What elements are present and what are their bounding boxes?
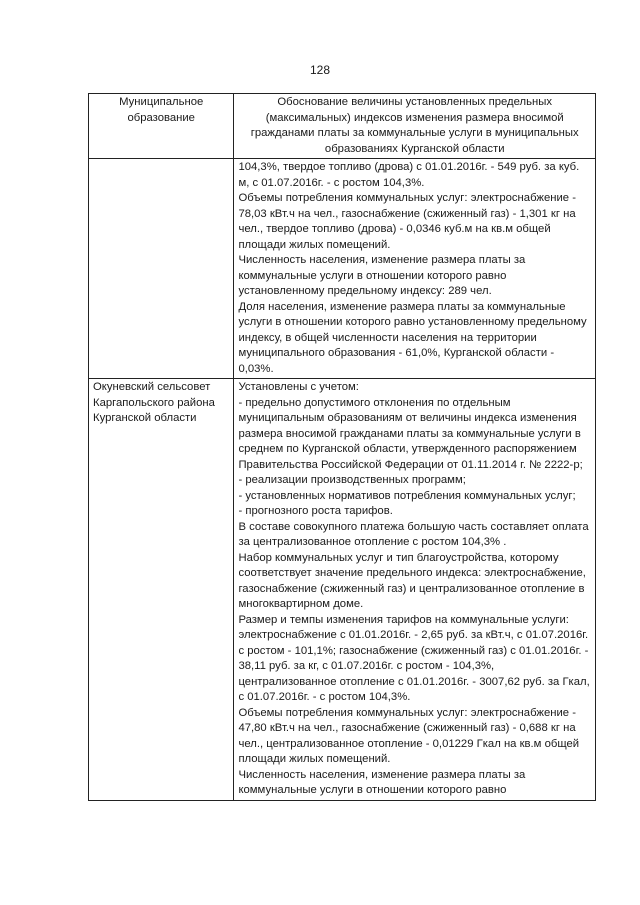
page-number: 128 (309, 63, 331, 77)
paragraph: - установленных нормативов потребления коммунальных услуг; (238, 489, 576, 502)
paragraph: Установлены с учетом: (238, 381, 359, 393)
paragraph: Численность населения, изменение размера платы за коммунальные услуги в отношении которого равно установленному предельному индексу: 289 чел. (238, 254, 526, 297)
municipal-index-table (88, 93, 596, 801)
paragraph: Объемы потребления коммунальных услуг: электроснабжение - 47,80 кВт.ч на чел., газоснабжение (сжиженный газ) - 0,688 кг на чел., централизованное отопление - 0,01229 Гкал на кв.м общей площади жилых помещений. (238, 706, 580, 765)
paragraph: Численность населения, изменение размера платы за коммунальные услуги в отношении которого равно (238, 768, 526, 796)
paragraph: - реализации производственных программ; (238, 474, 466, 486)
paragraph: электроснабжение с 01.01.2016г. - 2,65 руб. за кВт.ч, с 01.07.2016г. с ростом - 101,1%; газоснабжение (сжиженный газ) с 01.01.2016г. - 38,11 руб. за кг, с 01.07.2016г. с ростом - 104,3%, централизованное отопление с 01.01.2016г. - 3007,62 руб. за Гкал, с 01.07.2016г. - с ростом 104,3%. (238, 629, 590, 703)
header-municipality: Муниципальное образование (89, 94, 234, 159)
header-justification: Обоснование величины установленных предельных (максимальных) индексов изменения размера вносимой гражданами платы за коммунальные услуги в муниципальных образованиях Курганской области (234, 94, 596, 159)
paragraph: 104,3%, твердое топливо (дрова) с 01.01.2016г. - 549 руб. за куб. м, с 01.07.2016г. - с ростом 104,3%. (238, 161, 580, 189)
paragraph: В составе совокупного платежа большую часть составляет оплата за централизованное отопление с ростом 104,3% . (238, 520, 589, 548)
paragraph: Доля населения, изменение размера платы за коммунальные услуги в отношении которого равно установленному предельному индексу, в общей численности населения на территории муниципального образования - 61,0%, Курганской области - 0,03%. (238, 300, 587, 375)
table-row (89, 379, 596, 801)
table-row (89, 159, 596, 379)
paragraph: - прогнозного роста тарифов. (238, 505, 393, 517)
justification-cell (234, 159, 596, 379)
justification-cell (234, 379, 596, 801)
paragraph: Объемы потребления коммунальных услуг: электроснабжение - 78,03 кВт.ч на чел., газоснабжение (сжиженный газ) - 1,301 кг на чел., твердое топливо (дрова) - 0,0346 куб.м на кв.м общей площади жилых помещений. (238, 192, 576, 251)
municipality-cell: Окуневский сельсовет Каргапольского района Курганской области (89, 379, 234, 801)
table-header-row (89, 94, 596, 159)
paragraph: - предельно допустимого отклонения по отдельным муниципальным образованиям от величины индекса изменения размера вносимой гражданами платы за коммунальные услуги в среднем по Курганской области, утвержденного распоряжением Правительства Российской Федерации от 01.11.2014 г. № 2222-р; (238, 396, 583, 471)
paragraph: Размер и темпы изменения тарифов на коммунальные услуги: (238, 613, 569, 626)
paragraph: Набор коммунальных услуг и тип благоустройства, которому соответствует значение предельного индекса: электроснабжение, газоснабжение (сжиженный газ) и централизованное отопление в многоквартирном доме. (238, 551, 586, 610)
municipality-cell (89, 159, 234, 379)
